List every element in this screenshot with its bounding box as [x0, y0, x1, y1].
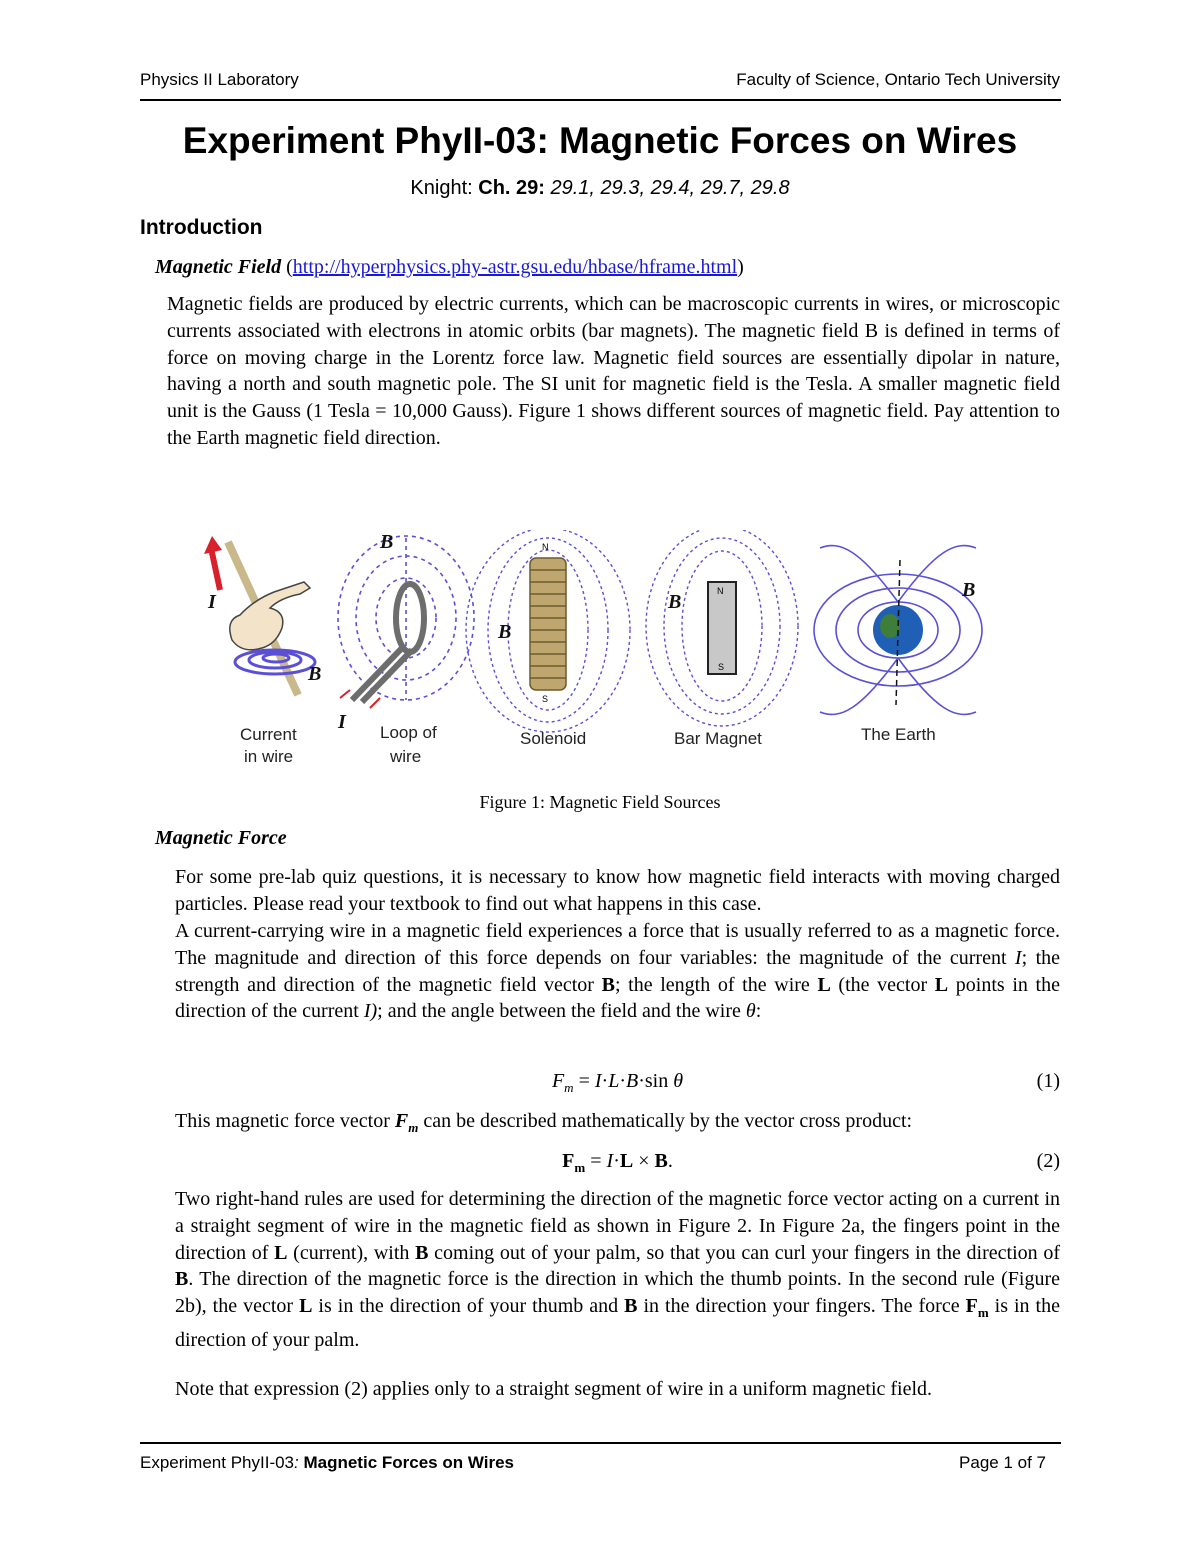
- eq2-period: .: [667, 1150, 673, 1172]
- page-header: [140, 70, 1060, 94]
- header-divider: [140, 99, 1061, 101]
- panel-loop-of-wire: [337, 531, 474, 766]
- eq1-dot-3: ·: [638, 1070, 645, 1092]
- header-course: Physics II Laboratory: [140, 70, 299, 89]
- vector-label-B: B: [308, 663, 322, 685]
- p2-text-7: :: [755, 1000, 762, 1023]
- footer-experiment-title: Magnetic Forces on Wires: [303, 1453, 514, 1472]
- eq2-L: L: [619, 1150, 634, 1172]
- p2-var-B: B: [601, 973, 615, 996]
- eq1-equals: =: [573, 1070, 595, 1092]
- p2-var-I-2: I): [363, 1000, 378, 1023]
- eq2-equals: =: [585, 1150, 607, 1172]
- hyperphysics-link[interactable]: http://hyperphysics.phy-astr.gsu.edu/hbase/hframe.html: [292, 256, 738, 278]
- p3-text-1: This magnetic force vector: [175, 1110, 395, 1132]
- p4-var-L-2: L: [299, 1295, 313, 1318]
- equation-2-body: [175, 1150, 1060, 1176]
- p4-var-B-3: B: [624, 1295, 638, 1318]
- header-faculty: Faculty of Science, Ontario Tech University: [736, 70, 1060, 89]
- magnet-south: S: [718, 662, 725, 672]
- label-the-earth: The Earth: [861, 725, 936, 744]
- p4-text-6: in the direction your fingers. The force: [637, 1295, 966, 1318]
- eq2-I: I: [606, 1150, 614, 1172]
- solenoid-south: S: [542, 694, 549, 704]
- panel-the-earth: [814, 546, 982, 744]
- p3-text-2: can be described mathematically by the vector cross product:: [418, 1110, 913, 1132]
- p2-text-3: ; the length of the wire: [614, 973, 818, 996]
- eq2-B: B: [654, 1150, 668, 1172]
- equation-1-number: (1): [1036, 1070, 1060, 1092]
- p2-text-1: A current-carrying wire in a magnetic field experiences a force that is usually referred to as a magnetic force. The magnitude and direction of this force depends on four variables: the magnitude of the current: [175, 920, 1060, 969]
- solenoid-vector-B: B: [498, 621, 512, 643]
- textbook-reference: [140, 177, 1060, 200]
- p3-var-sub: m: [408, 1120, 419, 1135]
- eq1-I: I: [594, 1070, 602, 1092]
- p4-var-B: B: [415, 1241, 429, 1264]
- wire-loop: [396, 584, 424, 652]
- p4-var-F-sub: m: [977, 1305, 989, 1321]
- footer-experiment: [140, 1453, 514, 1473]
- eq1-sub: m: [564, 1080, 574, 1095]
- label-in-wire: in wire: [244, 747, 294, 766]
- current-arrow: [211, 548, 220, 590]
- magnetic-field-paragraph: Magnetic fields are produced by electric currents, which can be macroscopic currents in wires, or microscopic currents associated with electrons in atomic orbits (bar magnets). The magnetic field B is defined in terms of force on moving charge in the Lorentz force law. Magnetic field sources are essentially dipolar in nature, having a north and south magnetic pole. The SI unit for magnetic field is the Tesla. A smaller magnetic field unit is the Gauss (1 Tesla = 10,000 Gauss). Figure 1 shows different sources of magnetic field. Pay attention to the Earth magnetic field direction.: [167, 293, 1060, 449]
- p4-var-B-2: B: [175, 1268, 189, 1291]
- knight-prefix: Knight:: [410, 177, 479, 199]
- magnetic-force-paragraph-2: [175, 918, 1060, 1025]
- eq1-dot-1: ·: [601, 1070, 609, 1092]
- label-wire: wire: [390, 747, 422, 766]
- link-paren-close: ): [737, 256, 744, 278]
- p2-text-6: ; and the angle between the field and the wire: [377, 1000, 746, 1023]
- p3-var-F: F: [394, 1110, 409, 1132]
- label-solenoid: Solenoid: [520, 729, 587, 748]
- magnetic-force-heading: Magnetic Force: [155, 827, 287, 849]
- p2-var-I: I: [1014, 946, 1022, 969]
- eq1-L: L: [608, 1070, 620, 1092]
- magnetic-field-title: Magnetic Field: [155, 256, 282, 278]
- magnetic-force-paragraph-3: [175, 1108, 1060, 1142]
- label-current: Current: [240, 725, 297, 744]
- eq1-F: F: [551, 1070, 565, 1092]
- magnetic-force-paragraph-4: [175, 1186, 1060, 1354]
- p4-var-F: F: [965, 1295, 978, 1318]
- equation-2-number: (2): [1036, 1150, 1060, 1172]
- equation-1-body: [175, 1070, 1060, 1096]
- p2-var-theta: θ: [745, 1000, 756, 1023]
- eq2-F: F: [562, 1150, 575, 1172]
- p4-text-3: coming out of your palm, so that you can curl your fingers in the direction of: [428, 1241, 1060, 1264]
- loop-current-arrow-1: [340, 690, 350, 698]
- solenoid-coil: [530, 558, 566, 690]
- eq1-sin: sin: [644, 1070, 674, 1092]
- label-loop-of: Loop of: [380, 723, 437, 742]
- footer-separator: :: [294, 1453, 304, 1472]
- footer-divider: [140, 1442, 1061, 1444]
- p4-text-4: . The direction of the magnetic force is the direction in which the thumb points. In the second rule (Figure 2b), the vector: [175, 1268, 1060, 1318]
- p2-text-5: points in the direction of the current: [175, 973, 1060, 1023]
- magnet-north: N: [717, 586, 724, 596]
- solenoid-north: N: [542, 542, 549, 552]
- knight-chapter: Ch. 29:: [478, 177, 545, 199]
- p4-text-5: is in the direction of your thumb and: [312, 1295, 625, 1318]
- earth-vector-B: B: [962, 579, 976, 601]
- eq2-cross: ×: [633, 1150, 655, 1172]
- lead-wire-1: [352, 648, 402, 700]
- label-bar-magnet: Bar Magnet: [674, 729, 762, 748]
- loop-vector-I: I: [338, 711, 346, 733]
- p4-text-2: (current), with: [287, 1241, 416, 1264]
- loop-current-arrow-2: [370, 698, 380, 708]
- panel-current-in-wire: [204, 536, 321, 766]
- p4-text-1: Two right-hand rules are used for determining the direction of the magnetic force vector acting on a current in a straight segment of wire in the magnetic field as shown in Figure 2. In Figure 2a, the fingers point in the direction of: [175, 1188, 1060, 1264]
- figure-magnetic-field-sources: [200, 530, 1010, 775]
- page-title: Experiment PhyII-03: Magnetic Forces on Wires: [182, 120, 1018, 161]
- loop-vector-B: B: [380, 531, 394, 553]
- panel-bar-magnet: [646, 530, 798, 748]
- knight-sections: 29.1, 29.3, 29.4, 29.7, 29.8: [544, 177, 790, 199]
- introduction-heading: Introduction: [140, 216, 263, 239]
- p4-var-L: L: [274, 1241, 288, 1264]
- p2-text-2: ; the strength and direction of the magnetic field vector: [175, 946, 1060, 996]
- vector-label-I: I: [208, 591, 216, 613]
- magnet-vector-B: B: [668, 591, 682, 613]
- p2-var-L: L: [817, 973, 831, 996]
- earth-landmass: [880, 614, 900, 638]
- figure-1-caption: Figure 1: Magnetic Field Sources: [479, 792, 721, 812]
- p2-var-L-2: L: [934, 973, 949, 996]
- magnetic-field-heading: [155, 256, 744, 279]
- panel-solenoid: [466, 530, 630, 748]
- magnetic-force-paragraph-1: For some pre-lab quiz questions, it is necessary to know how magnetic field interacts with moving charged particles. Please read your textbook to find out what happens in this case.: [175, 866, 1060, 915]
- eq1-dot-2: ·: [619, 1070, 626, 1092]
- current-arrowhead: [204, 536, 222, 554]
- eq1-theta: θ: [673, 1070, 684, 1092]
- p4-text-7: is in the direction of your palm.: [175, 1295, 1060, 1351]
- footer-experiment-id: Experiment PhyII-03: [140, 1453, 295, 1472]
- link-paren-open: (: [281, 256, 293, 278]
- eq2-sub: m: [574, 1160, 586, 1175]
- eq1-B: B: [625, 1070, 639, 1092]
- lead-wire-2: [362, 650, 412, 702]
- p2-text-4: (the vector: [830, 973, 935, 996]
- magnetic-force-paragraph-5: Note that expression (2) applies only to a straight segment of wire in a uniform magnetic field.: [175, 1378, 933, 1400]
- footer-page-number: Page 1 of 7: [959, 1453, 1046, 1472]
- eq2-dot: ·: [613, 1150, 620, 1172]
- hand-icon: [230, 582, 310, 650]
